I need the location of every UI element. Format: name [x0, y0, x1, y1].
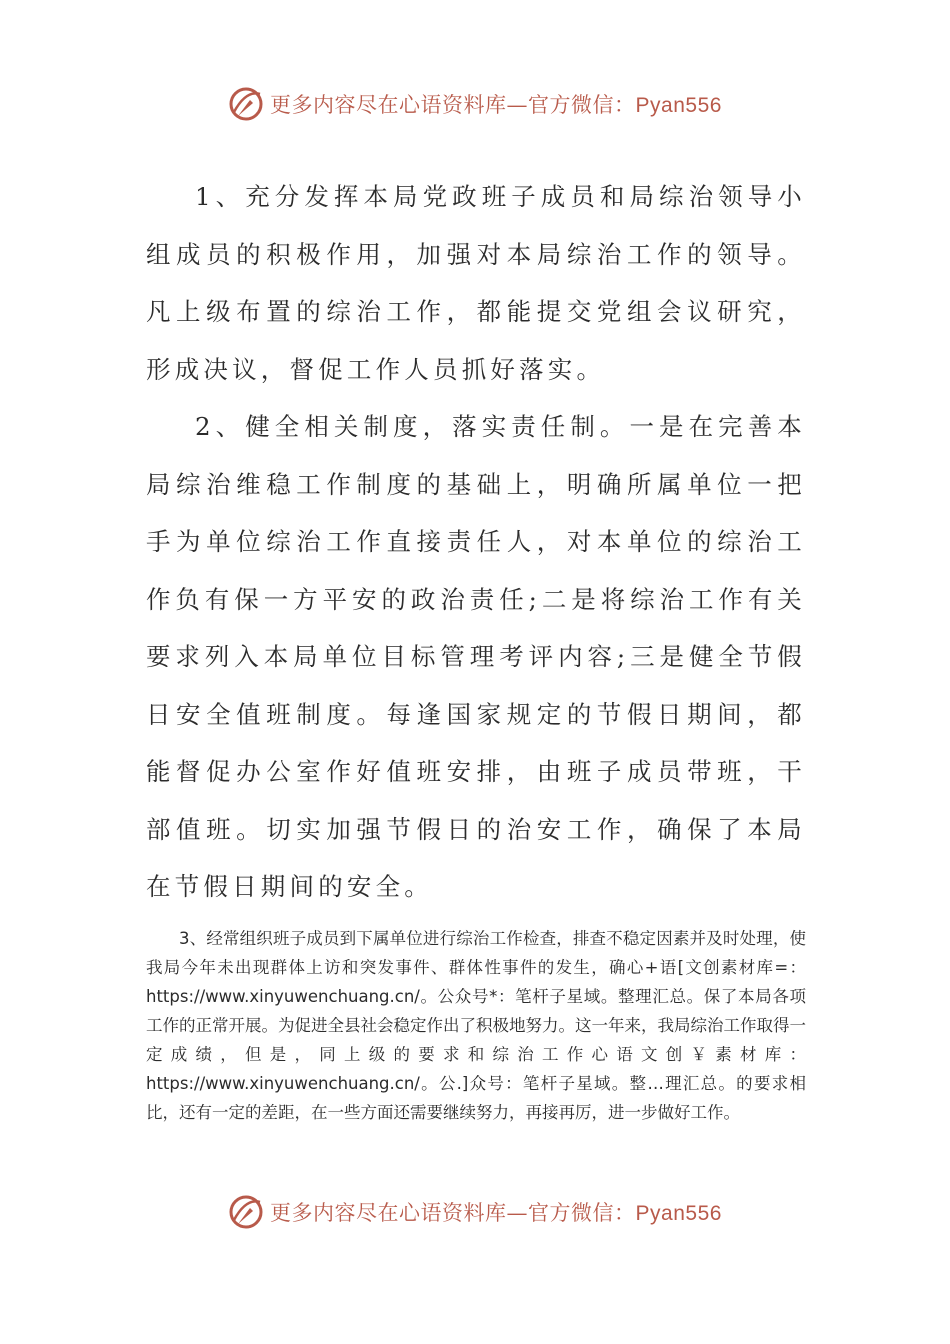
- banner-wechat-id: Pyan556: [635, 1202, 722, 1225]
- paragraph-1: 1、充分发挥本局党政班子成员和局综治领导小组成员的积极作用，加强对本局综治工作的领导。凡上级布置的综治工作，都能提交党组会议研究，形成决议，督促工作人员抓好落实。: [146, 182, 806, 384]
- logo-icon: [228, 1194, 264, 1230]
- logo-icon: [228, 86, 264, 122]
- banner-wechat-id: Pyan556: [635, 94, 722, 117]
- banner-text: [270, 89, 722, 119]
- header-banner: [0, 82, 950, 126]
- paragraph-3: 3、经常组织班子成员到下属单位进行综治工作检查，排查不稳定因素并及时处理，使我局今年未出现群体上访和突发事件、群体性事件的发生，确心+语[文创素材库=：https://www.xinyuwenchuang.cn/。公众号*：笔杆子星域。整理汇总。保了本局各项工作的正常开展。为促进全县社会稳定作出了积极地努力。这一年来，我局综治工作取得一定成绩，但是，同上级的要求和综治工作心语文创￥素材库：https://www.xinyuwenchuang.cn/。公.]众号：笔杆子星域。整…理汇总。的要求相比，还有一定的差距，在一些方面还需要继续努力，再接再厉，进一步做好工作。: [146, 928, 806, 1122]
- banner-slogan: 更多内容尽在心语资料库—官方微信：: [270, 93, 636, 117]
- banner-text: [270, 1197, 722, 1227]
- document-body: [146, 168, 806, 1127]
- paragraph-2: 2、健全相关制度，落实责任制。一是在完善本局综治维稳工作制度的基础上，明确所属单位一把手为单位综治工作直接责任人，对本单位的综治工作负有保一方平安的政治责任;二是将综治工作有关要求列入本局单位目标管理考评内容;三是健全节假日安全值班制度。每逢国家规定的节假日期间，都能督促办公室作好值班安排，由班子成员带班，干部值班。切实加强节假日的治安工作，确保了本局在节假日期间的安全。: [146, 412, 806, 901]
- footer-banner: [0, 1190, 950, 1234]
- banner-slogan: 更多内容尽在心语资料库—官方微信：: [270, 1201, 636, 1225]
